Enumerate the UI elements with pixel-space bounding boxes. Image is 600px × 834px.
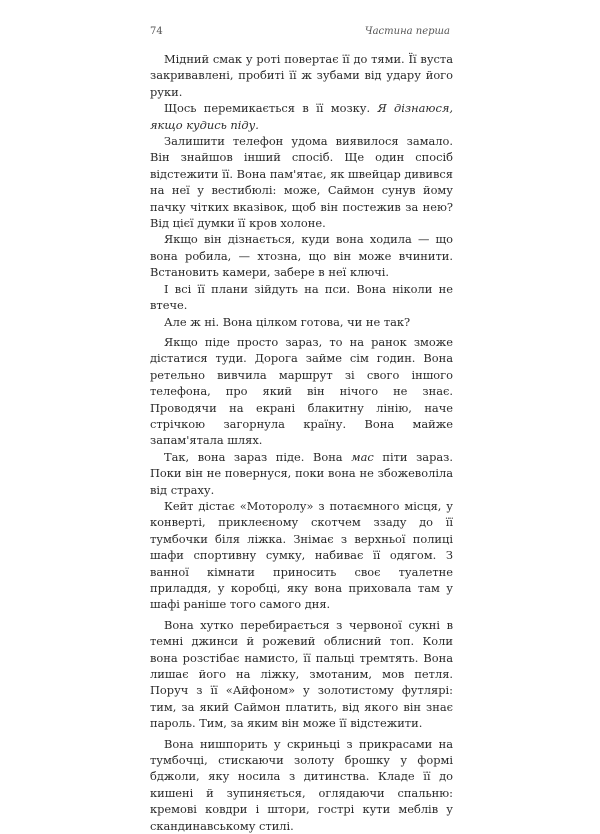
paragraph-text: Мідний смак у роті повертає її до тями. Її вуста закривавлені, пробиті її ж зубами від удару його руки. [150, 52, 453, 99]
paragraph-text: І всі її плани зійдуть на пси. Вона ніколи не втече. [150, 281, 453, 313]
page-number: 74 [150, 26, 163, 37]
paragraph [150, 498, 453, 613]
paragraph-text: Кейт дістає «Моторолу» з потаємного місця, у конверті, приклеєному скотчем ззаду до її тумбочки біля ліжка. Знімає з верхньої полиці шафи спортивну сумку, набиває її одягом. З ванної кімнати приносить своє туалетне приладдя, у коробці, яку вона приховала там у шафі раніше того самого дня. [150, 498, 453, 612]
emphasis-text: Я дізнаюся, якщо кудись піду. [150, 101, 453, 132]
running-head: Частина перша [364, 26, 450, 37]
paragraph-text: Якщо він дізнається, куди вона ходила — що вона робила, — хтозна, що він може вчинити. Встановить камери, забере в неї ключі. [150, 232, 453, 280]
paragraph [150, 51, 453, 100]
paragraph-text: Але ж ні. Вона цілком готова, чи не так? [164, 314, 411, 329]
paragraph [150, 231, 453, 280]
paragraph [150, 449, 453, 498]
paragraph-text: Так, вона зараз піде. Вона [164, 449, 352, 464]
paragraph-text: Вона нишпорить у скриньці з прикрасами на тумбочці, стискаючи золоту брошку у формі бджоли, яку носила з дитинства. Кладе її до кишені й зупиняється, оглядаючи спальню: кремові ковдри і штори, гострі кути меблів у скандинавському стилі. [150, 736, 453, 833]
body-text [150, 51, 453, 834]
paragraph [150, 617, 453, 732]
emphasis-text: мас [351, 449, 374, 464]
paragraph [150, 100, 453, 133]
paragraph [150, 334, 453, 449]
paragraph-text: Якщо піде просто зараз, то на ранок зможе дістатися туди. Дорога займе сім годин. Вона ретельно вивчила маршрут зі свого іншого телефона, про який він нічого не знає. Проводячи на екрані блакитну лінію, наче стрічкою загорнула країну. Вона майже запам'ятала шлях. [150, 334, 453, 448]
paragraph-text: Вона хутко перебирається з червоної сукні в темні джинси й рожевий облисний топ. Коли вона розстібає намисто, її пальці тремтять. Вона лишає його на ліжку, змотаним, мов петля. Поруч з її «Айфоном» у золотистому футлярі: тим, за який Саймон платить, від якого він знає пароль. Тим, за яким він може її відстежити. [150, 617, 453, 731]
paragraph [150, 133, 453, 231]
paragraph-text: піти зараз. Поки він не повернуся, поки вона не збожеволіла від страху. [150, 449, 453, 497]
paragraph [150, 736, 453, 834]
page-header [150, 26, 450, 42]
paragraph-text: Щось перемикається в її мозку. [164, 101, 378, 116]
paragraph [150, 314, 453, 330]
paragraph-text: Залишити телефон удома виявилося замало. Він знайшов інший спосіб. Ще один спосіб відстежити її. Вона пам'ятає, як швейцар дивився на неї у вестибюлі: може, Саймон сунув йому пачку чітких вказівок, щоб він постежив за нею? Від цієї думки її кров холоне. [150, 134, 453, 231]
paragraph [150, 281, 453, 314]
